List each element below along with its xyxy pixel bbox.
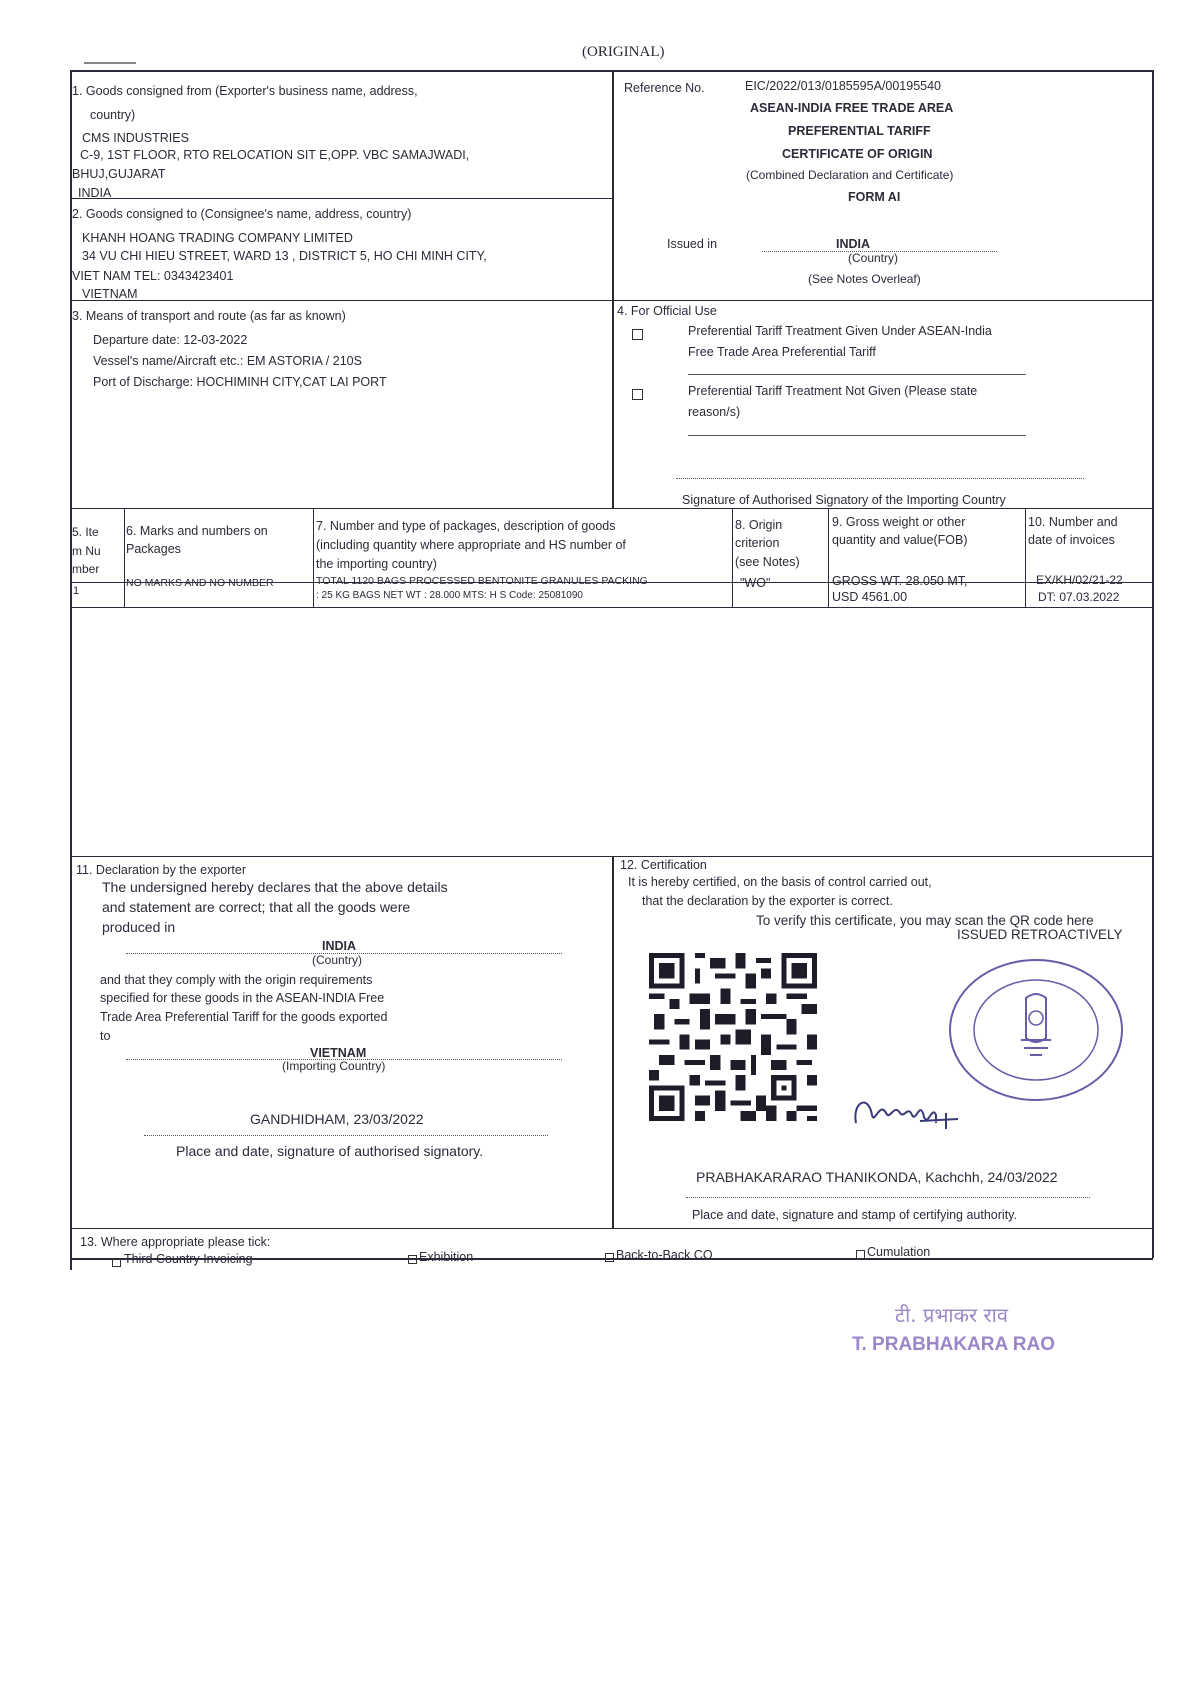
certification-line-1: It is hereby certified, on the basis of control carried out, xyxy=(628,875,932,889)
exporter-address-1: C-9, 1ST FLOOR, RTO RELOCATION SIT E,OPP. VBC SAMAJWADI, xyxy=(80,148,470,162)
reference-label: Reference No. xyxy=(624,81,705,95)
col-line-8 xyxy=(732,508,733,607)
port-of-discharge: Port of Discharge: HOCHIMINH CITY,CAT LAI PORT xyxy=(93,375,387,389)
row-description-1: TOTAL 1120 BAGS PROCESSED BENTONITE GRANULES PACKING xyxy=(316,575,648,587)
col8-header-b: criterion xyxy=(735,536,780,550)
divider-table-bottom xyxy=(70,607,1153,608)
row-marks: NO MARKS AND NO NUMBER xyxy=(126,577,274,589)
importing-signature-dots xyxy=(676,478,1084,479)
form-label: FORM AI xyxy=(848,190,901,204)
option-third-country: Third Country Invoicing xyxy=(124,1252,253,1266)
issued-retroactively: ISSUED RETROACTIVELY xyxy=(957,927,1123,942)
declaration-line-5: specified for these goods in the ASEAN-INDIA Free xyxy=(100,991,385,1005)
col8-header-c: (see Notes) xyxy=(735,555,800,569)
col5-header-b: m Nu xyxy=(72,544,101,558)
declaration-line-1: The undersigned hereby declares that the above details xyxy=(102,879,448,895)
row-gross-weight: GROSS WT. 28.050 MT, xyxy=(832,574,968,588)
officer-stamp-hindi: टी. प्रभाकर राव xyxy=(895,1303,1008,1327)
border-left xyxy=(70,70,72,1270)
box3-label: 3. Means of transport and route (as far as known) xyxy=(72,309,346,323)
box1-label: 1. Goods consigned from (Exporter's business name, address, xyxy=(72,84,418,98)
row-invoice-number: EX/KH/02/21-22 xyxy=(1036,573,1123,587)
issued-in-label: Issued in xyxy=(667,237,718,251)
divider-mid-top xyxy=(612,70,614,508)
treatment-given-1: Preferential Tariff Treatment Given Under ASEAN-India xyxy=(688,324,992,338)
importing-country: VIETNAM xyxy=(310,1046,367,1060)
exporter-place-caption: Place and date, signature of authorised signatory. xyxy=(176,1143,484,1159)
checkbox-exhibition[interactable] xyxy=(408,1255,417,1264)
divider-mid-bottom xyxy=(612,856,614,1228)
treatment-given-line xyxy=(688,374,1026,375)
qr-code[interactable] xyxy=(640,953,826,1121)
issued-country-caption: (Country) xyxy=(848,251,899,265)
col-line-9 xyxy=(828,508,829,607)
divider-box1-2 xyxy=(70,198,613,199)
border-right xyxy=(1152,70,1154,1258)
col8-header-a: 8. Origin xyxy=(735,518,783,532)
reference-number: EIC/2022/013/0185595A/00195540 xyxy=(745,79,942,93)
checkbox-treatment-not-given[interactable] xyxy=(632,389,643,400)
declaration-line-4: and that they comply with the origin requirements xyxy=(100,973,373,987)
vessel-name: Vessel's name/Aircraft etc.: EM ASTORIA / 210S xyxy=(93,354,362,368)
produced-in-caption: (Country) xyxy=(312,953,363,967)
col7-header-b: (including quantity where appropriate and HS number of xyxy=(316,538,626,552)
col9-header-a: 9. Gross weight or other xyxy=(832,515,966,529)
row-origin-criterion: "WO" xyxy=(740,576,771,590)
officer-stamp-english: T. PRABHAKARA RAO xyxy=(852,1334,1056,1355)
consignee-country: VIETNAM xyxy=(82,287,138,301)
declaration-line-7: to xyxy=(100,1029,111,1043)
title-subtitle: (Combined Declaration and Certificate) xyxy=(746,168,954,182)
col-line-10 xyxy=(1025,508,1026,607)
row-item-number: 1 xyxy=(73,585,80,597)
produced-in-country: INDIA xyxy=(322,939,357,953)
treatment-not-given-2: reason/s) xyxy=(688,405,741,419)
col9-header-b: quantity and value(FOB) xyxy=(832,533,968,547)
col5-header-c: mber xyxy=(72,562,100,576)
divider-box13 xyxy=(70,1228,1153,1229)
title-line-1: ASEAN-INDIA FREE TRADE AREA xyxy=(750,101,954,115)
certifier-signature xyxy=(850,1083,970,1133)
checkbox-cumulation[interactable] xyxy=(856,1250,865,1259)
consignee-name: KHANH HOANG TRADING COMPANY LIMITED xyxy=(82,231,353,245)
row-value: USD 4561.00 xyxy=(832,590,908,604)
certifier-name-date: PRABHAKARARAO THANIKONDA, Kachchh, 24/03/2022 xyxy=(696,1169,1058,1185)
col10-header-b: date of invoices xyxy=(1028,533,1115,547)
inspection-council-seal xyxy=(946,958,1126,1103)
importing-signatory-caption: Signature of Authorised Signatory of the Importing Country xyxy=(682,493,1006,507)
verify-qr-text: To verify this certificate, you may scan the QR code here xyxy=(756,913,1094,928)
box4-label: 4. For Official Use xyxy=(617,304,717,318)
exporter-signature-dots xyxy=(144,1135,548,1136)
see-notes: (See Notes Overleaf) xyxy=(808,272,921,286)
consignee-address-2: VIET NAM TEL: 0343423401 xyxy=(72,269,234,283)
exporter-address-2: BHUJ,GUJARAT xyxy=(72,167,166,181)
col10-header-a: 10. Number and xyxy=(1028,515,1118,529)
row-invoice-date: DT: 07.03.2022 xyxy=(1038,590,1120,604)
col7-header-c: the importing country) xyxy=(316,557,437,571)
declaration-line-6: Trade Area Preferential Tariff for the goods exported xyxy=(100,1010,388,1024)
col-line-7 xyxy=(313,508,314,607)
col5-header-a: 5. Ite xyxy=(72,525,99,539)
divider-row2 xyxy=(70,300,1153,301)
certifier-caption: Place and date, signature and stamp of certifying authority. xyxy=(692,1208,1017,1222)
title-line-2: PREFERENTIAL TARIFF xyxy=(788,124,931,138)
option-back-to-back: Back-to-Back CO xyxy=(616,1248,713,1262)
pen-mark xyxy=(84,62,136,64)
exporter-name: CMS INDUSTRIES xyxy=(82,131,189,145)
exporter-place-date: GANDHIDHAM, 23/03/2022 xyxy=(250,1111,424,1127)
original-label: (ORIGINAL) xyxy=(582,44,665,60)
reason-line xyxy=(688,435,1026,436)
box1-label-2: country) xyxy=(90,108,136,122)
title-line-3: CERTIFICATE OF ORIGIN xyxy=(782,147,933,161)
declaration-line-2: and statement are correct; that all the goods were xyxy=(102,899,411,915)
option-exhibition: Exhibition xyxy=(419,1250,474,1264)
col-line-6 xyxy=(124,508,125,607)
departure-date: Departure date: 12-03-2022 xyxy=(93,333,248,347)
col6-header-a: 6. Marks and numbers on xyxy=(126,524,268,538)
treatment-not-given-1: Preferential Tariff Treatment Not Given (Please state xyxy=(688,384,978,398)
col7-header-a: 7. Number and type of packages, description of goods xyxy=(316,519,616,533)
box13-label: 13. Where appropriate please tick: xyxy=(80,1235,271,1249)
treatment-given-2: Free Trade Area Preferential Tariff xyxy=(688,345,876,359)
col6-header-b: Packages xyxy=(126,542,181,556)
checkbox-third-country[interactable] xyxy=(112,1258,121,1267)
box2-label: 2. Goods consigned to (Consignee's name, address, country) xyxy=(72,207,412,221)
consignee-address-1: 34 VU CHI HIEU STREET, WARD 13 , DISTRICT 5, HO CHI MINH CITY, xyxy=(82,249,487,263)
checkbox-back-to-back[interactable] xyxy=(605,1253,614,1262)
issued-in-country: INDIA xyxy=(836,237,871,251)
checkbox-treatment-given[interactable] xyxy=(632,329,643,340)
box11-label: 11. Declaration by the exporter xyxy=(76,863,247,877)
certifier-signature-dots xyxy=(686,1197,1090,1198)
box12-label: 12. Certification xyxy=(620,858,707,872)
declaration-line-3: produced in xyxy=(102,919,176,935)
option-cumulation: Cumulation xyxy=(867,1245,931,1259)
importing-country-caption: (Importing Country) xyxy=(282,1059,386,1073)
exporter-country: INDIA xyxy=(78,186,112,200)
certification-line-2: that the declaration by the exporter is correct. xyxy=(642,894,893,908)
row-description-2: : 25 KG BAGS NET WT : 28.000 MTS: H S Code: 25081090 xyxy=(316,590,583,601)
